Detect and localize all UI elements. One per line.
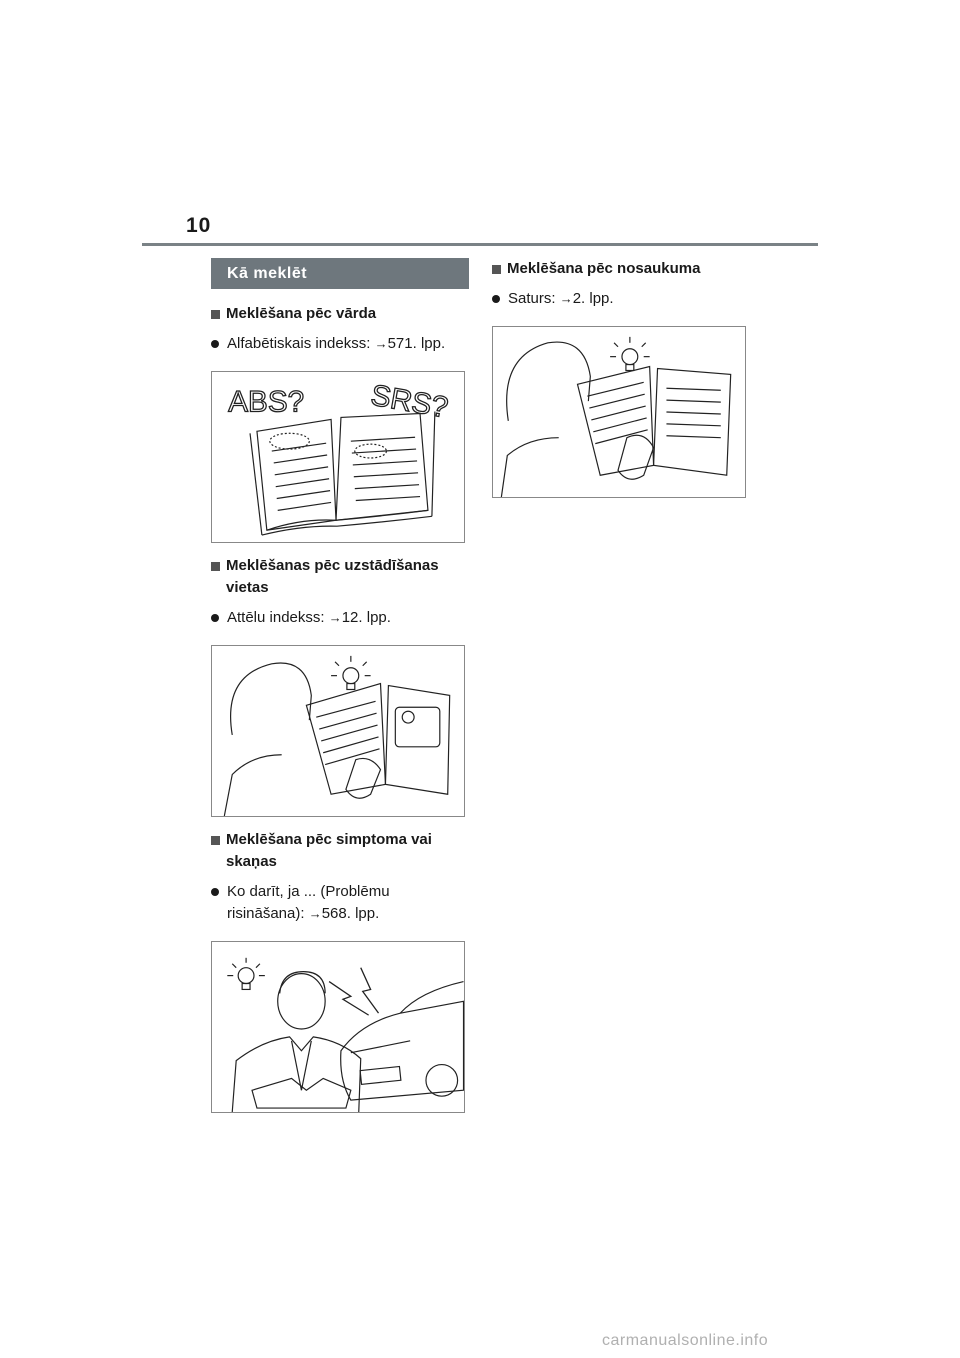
right-column [492, 258, 752, 498]
heading-text: Meklēšana pēc nosaukuma [507, 260, 701, 277]
hand-outline [618, 435, 654, 479]
arrow-icon: → [328, 610, 342, 625]
shoulder-outline [501, 438, 558, 497]
shoulder-outline [224, 755, 281, 816]
left-column [211, 258, 471, 1113]
watermark-text: carmanualsonline.info [602, 1332, 769, 1349]
srs-question-text: SRS? [368, 378, 451, 425]
open-book-icon [250, 412, 435, 536]
bullet-troubleshooting [211, 881, 471, 925]
bullet-text: Alfabētiskais indekss: →571. lpp. [227, 335, 446, 352]
header-rule [142, 243, 818, 246]
illustration-man-car-noise [211, 941, 465, 1113]
heading-search-by-word [211, 303, 471, 325]
arrow-icon: → [308, 906, 322, 921]
car-icon [341, 982, 464, 1101]
square-bullet-icon [211, 836, 220, 845]
section-title: Kā meklēt [227, 264, 308, 282]
bullet-picture-index [211, 607, 471, 629]
noise-lightning-icon [329, 968, 378, 1015]
arrow-icon: → [374, 336, 388, 351]
section-header [211, 258, 469, 289]
bullet-dot-icon [211, 614, 219, 622]
page-reference-link[interactable]: 2. lpp. [572, 290, 614, 307]
heading-text: Meklēšana pēc simptoma vai skaņas [226, 831, 432, 870]
heading-text: Meklēšanas pēc uzstādīšanas vietas [226, 557, 439, 596]
bullet-text: Attēlu indekss: →12. lpp. [227, 609, 391, 626]
person-reading-manual-illustration [212, 646, 464, 816]
man-with-car-illustration [212, 942, 464, 1112]
page-number: 10 [186, 214, 212, 237]
page-reference-link[interactable]: 568. lpp. [321, 905, 380, 922]
open-book-question-illustration [212, 372, 464, 542]
bullet-alphabetical-index [211, 333, 471, 355]
bullet-text: Ko darīt, ja ... (Problēmu risināšana): →568. lpp. [227, 883, 390, 922]
square-bullet-icon [211, 310, 220, 319]
head-outline [507, 342, 591, 421]
abs-question-text: ABS? [228, 385, 305, 419]
bullet-text: Saturs: →2. lpp. [508, 290, 614, 307]
heading-search-by-location [211, 555, 471, 599]
man-icon [232, 972, 360, 1112]
person-reading-contents-illustration [493, 327, 745, 497]
hand-outline [346, 758, 381, 798]
page-reference-link[interactable]: 12. lpp. [341, 609, 391, 626]
square-bullet-icon [211, 562, 220, 571]
illustration-reader-location [211, 645, 465, 817]
bullet-dot-icon [492, 295, 500, 303]
head-outline [231, 663, 312, 735]
heading-text: Meklēšana pēc vārda [226, 305, 377, 322]
bullet-contents [492, 288, 752, 310]
lightbulb-icon [331, 656, 371, 690]
bullet-dot-icon [211, 340, 219, 348]
square-bullet-icon [492, 265, 501, 274]
arrow-icon: → [559, 291, 573, 306]
lightbulb-icon [610, 337, 650, 371]
page-reference-link[interactable]: 571. lpp. [387, 335, 446, 352]
heading-search-by-title [492, 258, 752, 280]
illustration-reader-title [492, 326, 746, 498]
illustration-book-abs-srs [211, 371, 465, 543]
bullet-dot-icon [211, 888, 219, 896]
lightbulb-icon [227, 958, 265, 990]
heading-search-by-symptom [211, 829, 471, 873]
